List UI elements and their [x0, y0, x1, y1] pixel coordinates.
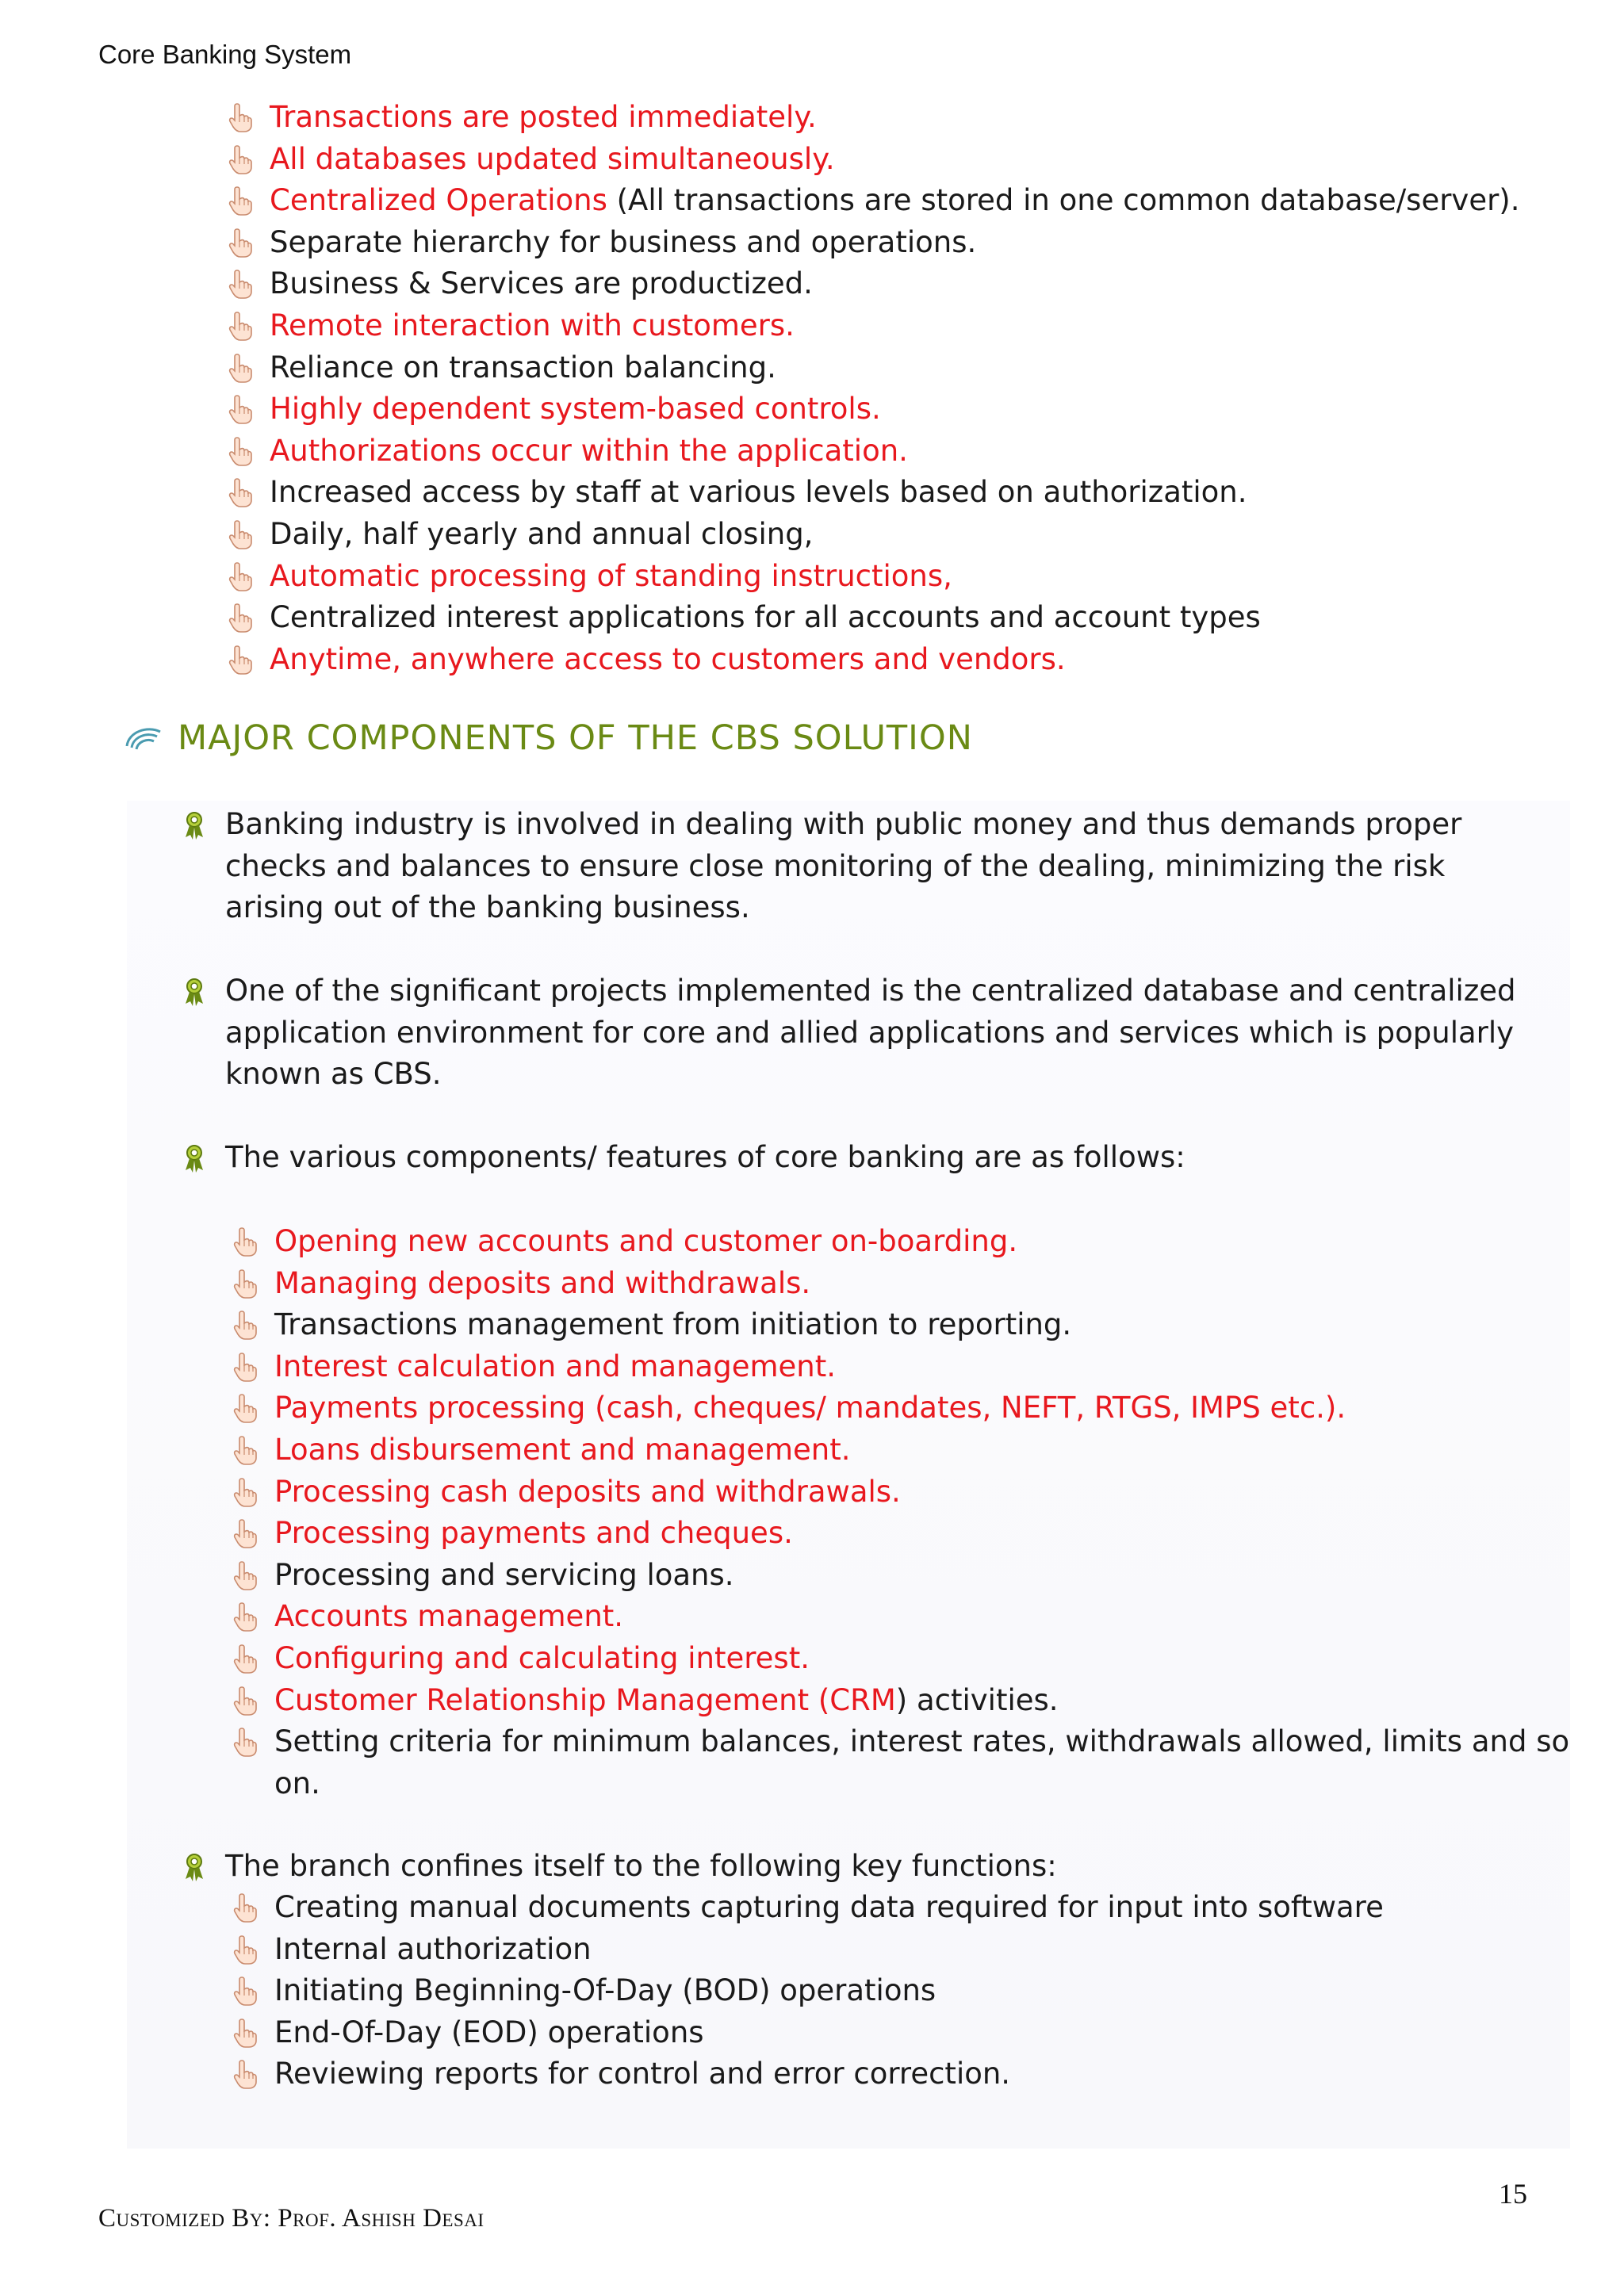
- pointing-hand-icon: [232, 1559, 259, 1591]
- list-item-text: Transactions management from initiation to reporting.: [274, 1307, 1072, 1342]
- paragraph-cbs-project: [182, 970, 1546, 1096]
- list-item-text: Processing payments and cheques.: [274, 1516, 793, 1551]
- pointing-hand-icon: [232, 1601, 259, 1632]
- list-item: [224, 430, 1520, 473]
- award-ribbon-icon: [182, 977, 206, 1007]
- list-item-text: Creating manual documents capturing data required for input into software: [274, 1890, 1384, 1924]
- paragraph-text: The various components/ features of core banking are as follows:: [225, 1140, 1185, 1174]
- list-item: [228, 2053, 1384, 2095]
- list-item: [224, 263, 1520, 305]
- list-item: [228, 1887, 1384, 1929]
- paragraph-text: One of the significant projects implemented is the centralized database and centralized application environment for core and allied applications and services which is popularly known as CBS.: [225, 974, 1516, 1092]
- list-item: [228, 1513, 1569, 1555]
- list-item-text: Initiating Beginning-Of-Day (BOD) operations: [274, 1973, 936, 2008]
- components-list: [228, 1221, 1569, 1804]
- list-item: [228, 1596, 1569, 1638]
- section-heading: [124, 718, 973, 758]
- list-item: [224, 139, 1520, 181]
- list-item-text: Highly dependent system-based controls.: [270, 392, 881, 427]
- paragraph-text: Banking industry is involved in dealing with public money and thus demands proper checks and balances to ensure close monitoring of the dealing, minimizing the risk arising out of the banking business.: [225, 807, 1462, 925]
- list-item: [224, 597, 1520, 639]
- list-item-text: Reliance on transaction balancing.: [270, 350, 776, 385]
- list-item-text: Payments processing (cash, cheques/ mandates, NEFT, RTGS, IMPS etc.).: [274, 1391, 1346, 1425]
- paragraph-banking-industry: [182, 804, 1546, 929]
- feature-list: [224, 97, 1520, 680]
- list-item: [228, 1304, 1569, 1346]
- pointing-hand-icon: [232, 1934, 259, 1965]
- pointing-hand-icon: [232, 2058, 259, 2090]
- award-ribbon-icon: [182, 810, 206, 840]
- list-item: [228, 1638, 1569, 1680]
- pointing-hand-icon: [227, 393, 254, 425]
- list-item: [224, 514, 1520, 556]
- list-item-text: Centralized Operations: [270, 183, 607, 218]
- list-item-text: Configuring and calculating interest.: [274, 1640, 810, 1675]
- pointing-hand-icon: [232, 1685, 259, 1716]
- paragraph-text: The branch confines itself to the following key functions:: [225, 1849, 1057, 1883]
- pointing-hand-icon: [232, 1351, 259, 1383]
- list-item: [228, 1429, 1569, 1471]
- list-item: [228, 1929, 1384, 1971]
- paragraph-components-intro: [182, 1137, 1546, 1179]
- pointing-hand-icon: [232, 1392, 259, 1424]
- list-item-text: Managing deposits and withdrawals.: [274, 1265, 811, 1300]
- list-item: [224, 305, 1520, 347]
- award-ribbon-icon: [182, 1852, 206, 1882]
- list-item-text: Accounts management.: [274, 1599, 624, 1634]
- page-number: 15: [1499, 2178, 1527, 2210]
- list-item-text: Authorizations occur within the application.: [270, 433, 908, 468]
- pointing-hand-icon: [232, 1226, 259, 1257]
- pointing-hand-icon: [227, 519, 254, 550]
- list-item-text: Opening new accounts and customer on-boarding.: [274, 1224, 1018, 1258]
- list-item-text: Interest calculation and management.: [274, 1349, 837, 1383]
- list-item-text: Remote interaction with customers.: [270, 308, 795, 342]
- section-heading-text: MAJOR COMPONENTS OF THE CBS SOLUTION: [178, 718, 973, 758]
- pointing-hand-icon: [227, 227, 254, 258]
- list-item: [224, 180, 1520, 222]
- list-item-text: All databases updated simultaneously.: [270, 141, 835, 176]
- list-item-text: Setting criteria for minimum balances, interest rates, withdrawals allowed, limits and so: [274, 1724, 1570, 1759]
- pointing-hand-icon: [232, 2017, 259, 2049]
- pointing-hand-icon: [232, 1434, 259, 1466]
- list-item: [224, 472, 1520, 514]
- pointing-hand-icon: [232, 1476, 259, 1508]
- pointing-hand-icon: [232, 1726, 259, 1758]
- pointing-hand-icon: [232, 1268, 259, 1299]
- list-item-text: End-Of-Day (EOD) operations: [274, 2015, 704, 2049]
- list-item: [228, 1346, 1569, 1388]
- list-item-text: Transactions are posted immediately.: [270, 100, 817, 134]
- pointing-hand-icon: [227, 435, 254, 467]
- list-item-text: Increased access by staff at various levels based on authorization.: [270, 475, 1247, 510]
- list-item-text: Internal authorization: [274, 1931, 592, 1966]
- list-item-text: Separate hierarchy for business and operations.: [270, 224, 977, 259]
- list-item-text: Anytime, anywhere access to customers and vendors.: [270, 641, 1066, 676]
- list-item: [228, 1471, 1569, 1513]
- list-item: [224, 639, 1520, 681]
- pointing-hand-icon: [227, 352, 254, 384]
- pointing-hand-icon: [227, 268, 254, 300]
- list-item-text: Reviewing reports for control and error correction.: [274, 2057, 1011, 2091]
- list-item: [224, 388, 1520, 430]
- pointing-hand-icon: [227, 644, 254, 675]
- paragraph-branch-functions: [182, 1846, 1546, 1888]
- list-item-text: Daily, half yearly and annual closing,: [270, 516, 814, 551]
- list-item: [228, 1721, 1569, 1804]
- pointing-hand-icon: [232, 1309, 259, 1341]
- footer-credit-text: Customized By: Prof. Ashish Desai: [98, 2204, 485, 2233]
- pointing-hand-icon: [227, 144, 254, 175]
- pointing-hand-icon: [227, 561, 254, 592]
- list-item: [228, 2012, 1384, 2054]
- list-item-text: Loans disbursement and management.: [274, 1432, 851, 1467]
- list-item: [228, 1680, 1569, 1722]
- list-item: [228, 1221, 1569, 1263]
- running-header: Core Banking System: [98, 40, 352, 69]
- list-item: [224, 97, 1520, 139]
- list-item: [228, 1387, 1569, 1429]
- list-item-text: Centralized interest applications for all accounts and account types: [270, 600, 1261, 635]
- list-item-text: Processing and servicing loans.: [274, 1557, 734, 1592]
- pointing-hand-icon: [232, 1892, 259, 1923]
- pointing-hand-icon: [227, 310, 254, 342]
- list-item-text: Business & Services are productized.: [270, 266, 813, 301]
- pointing-hand-icon: [232, 1517, 259, 1549]
- list-item: [228, 1263, 1569, 1305]
- pointing-hand-icon: [227, 602, 254, 633]
- list-item-text: Processing cash deposits and withdrawals.: [274, 1474, 901, 1509]
- footer-credit: [98, 2204, 485, 2233]
- list-item-suffix: ) activities.: [895, 1682, 1059, 1717]
- list-item-text: Automatic processing of standing instructions,: [270, 558, 952, 593]
- pointing-hand-icon: [227, 476, 254, 508]
- pointing-hand-icon: [232, 1975, 259, 2007]
- pointing-hand-icon: [232, 1643, 259, 1674]
- swirl-icon: [124, 722, 163, 754]
- pointing-hand-icon: [227, 185, 254, 216]
- pointing-hand-icon: [227, 101, 254, 133]
- list-item: [228, 1555, 1569, 1597]
- list-item-continuation: on.: [274, 1766, 320, 1800]
- list-item: [224, 347, 1520, 389]
- list-item: [224, 556, 1520, 598]
- list-item-text: Customer Relationship Management (CRM: [274, 1682, 896, 1717]
- list-item: [228, 1970, 1384, 2012]
- list-item: [224, 222, 1520, 264]
- award-ribbon-icon: [182, 1143, 206, 1173]
- list-item-suffix: (All transactions are stored in one common database/server).: [607, 183, 1520, 218]
- branch-functions-list: [228, 1887, 1384, 2095]
